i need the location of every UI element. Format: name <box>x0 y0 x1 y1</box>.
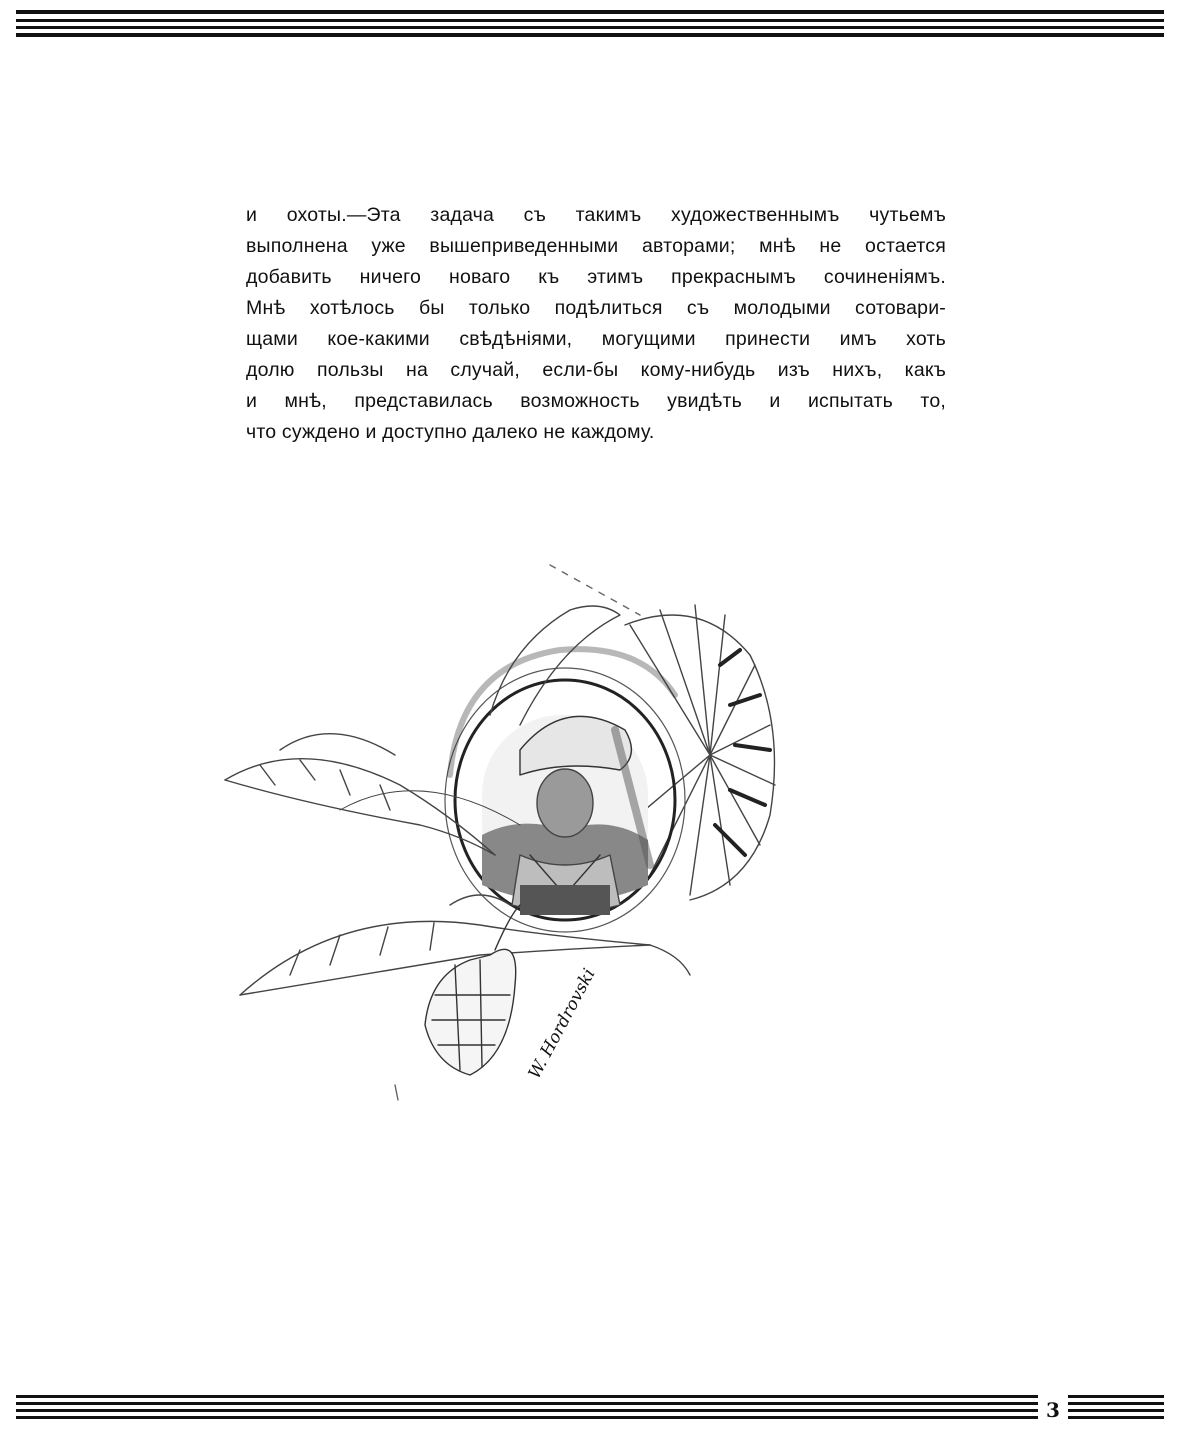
artist-signature: W. Hordrovski <box>524 965 600 1083</box>
text-line-3: добавить ничего новаго къ этимъ прекраснымъ сочиненіямъ. <box>246 266 946 288</box>
text-line-2: выполнена уже вышеприведенными авторами; мнѣ не остается <box>246 235 946 257</box>
bottom-decorative-rules-right <box>1068 1395 1164 1423</box>
text-line-5: щами кое-какими свѣдѣніями, могущими принести имъ хоть <box>246 328 946 350</box>
banana-bunch <box>395 905 520 1100</box>
text-line-7: и мнѣ, представилась возможность увидѣть и испытать то, <box>246 390 946 412</box>
text-line-6: долю пользы на случай, если-бы кому-нибудь изъ нихъ, какъ <box>246 359 946 381</box>
text-line-1: и охоты.—Эта задача съ такимъ художественнымъ чутьемъ <box>246 204 946 226</box>
vignette-illustration <box>220 555 800 1125</box>
text-line-4: Мнѣ хотѣлось бы только подѣлиться съ молодыми сотовари- <box>246 297 946 319</box>
page-number: 3 <box>1046 1398 1060 1422</box>
body-paragraph <box>246 200 946 448</box>
bottom-decorative-rules-left <box>16 1395 1038 1423</box>
text-line-8: что суждено и доступно далеко не каждому. <box>246 421 655 443</box>
woman-portrait <box>482 715 650 915</box>
top-decorative-rules <box>16 10 1164 38</box>
